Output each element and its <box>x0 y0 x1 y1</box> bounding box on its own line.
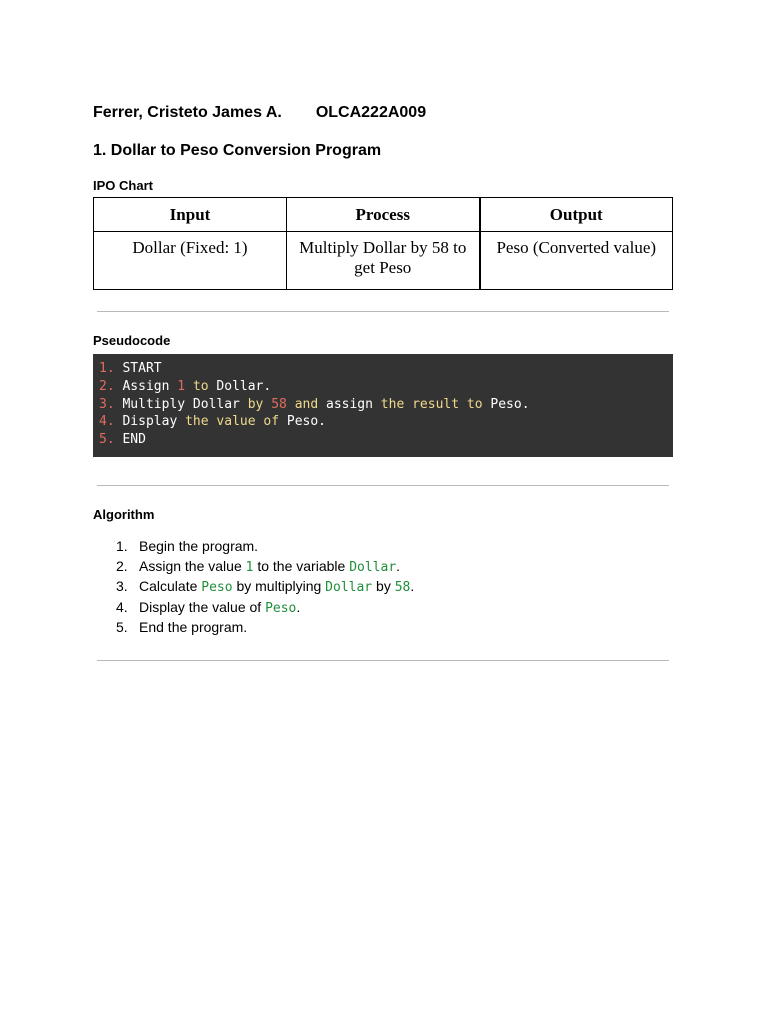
ipo-cell-output: Peso (Converted value) <box>480 232 673 290</box>
step-text <box>139 557 400 578</box>
code-token: Multiply Dollar <box>122 396 248 412</box>
step-text <box>139 598 300 619</box>
step-number: 1. <box>116 538 128 554</box>
step-text-segment: to the variable <box>253 557 350 574</box>
pseudocode-line <box>99 396 673 414</box>
pseudocode-heading: Pseudocode <box>93 333 171 348</box>
section-title: 1. Dollar to Peso Conversion Program <box>93 142 382 159</box>
inline-code: Dollar <box>349 559 397 575</box>
code-token: Display <box>122 414 186 430</box>
pseudocode-line <box>99 378 673 396</box>
ipo-cell-input: Dollar (Fixed: 1) <box>94 232 287 290</box>
step-text-segment: by multiplying <box>232 578 326 594</box>
step-text <box>139 618 247 638</box>
step-text <box>139 537 258 557</box>
line-number: 4. <box>99 414 123 430</box>
line-number: 5. <box>99 432 123 448</box>
pseudocode-line <box>99 431 673 449</box>
ipo-header-output: Output <box>480 198 673 232</box>
pseudocode-line <box>99 360 673 378</box>
code-token <box>287 397 295 412</box>
inline-code: 1 <box>245 559 254 575</box>
divider <box>97 660 669 661</box>
code-token: the <box>380 396 405 412</box>
algorithm-heading: Algorithm <box>93 507 155 522</box>
step-text-segment: by <box>372 578 395 594</box>
step-text-segment: Display the value of <box>139 598 266 615</box>
code-token: to <box>192 378 209 394</box>
code-token: 1 <box>177 378 186 394</box>
code-token: 58 <box>271 396 287 412</box>
divider <box>97 485 669 486</box>
code-token: the <box>185 414 209 430</box>
step-text-segment: . <box>410 578 415 594</box>
pseudocode-line <box>99 413 673 431</box>
code-token: assign <box>318 396 381 412</box>
step-text-segment: Assign the value <box>139 557 246 574</box>
code-token: and <box>294 396 319 412</box>
ipo-header-input: Input <box>94 198 287 232</box>
line-number: 3. <box>99 396 123 412</box>
line-number: 2. <box>99 378 123 394</box>
step-text-segment: . <box>296 598 301 615</box>
code-token: Dollar. <box>208 378 272 394</box>
code-token: value <box>216 414 256 430</box>
step-text <box>139 577 414 598</box>
algorithm-step <box>116 537 414 557</box>
code-token <box>459 397 467 412</box>
ipo-header-row <box>94 198 673 232</box>
code-token <box>185 379 193 394</box>
step-number: 3. <box>116 578 128 594</box>
code-token: START <box>122 361 162 376</box>
inline-code: 58 <box>394 580 411 595</box>
step-number: 5. <box>116 619 128 635</box>
ipo-data-row <box>94 232 673 290</box>
inline-code: Dollar <box>325 580 373 595</box>
step-text-segment: End the program. <box>139 619 248 635</box>
step-number: 4. <box>116 598 128 615</box>
student-id: OLCA222A009 <box>315 104 427 121</box>
ipo-chart-heading: IPO Chart <box>93 178 153 193</box>
code-token: to <box>466 396 483 412</box>
inline-code: Peso <box>265 600 297 616</box>
ipo-table <box>93 197 673 290</box>
algorithm-step <box>116 557 414 578</box>
step-text-segment: Begin the program. <box>139 538 259 554</box>
code-token <box>404 397 412 412</box>
inline-code: Peso <box>201 580 233 595</box>
code-token: by <box>247 396 264 412</box>
step-number: 2. <box>116 557 128 574</box>
code-token: Assign <box>122 378 178 394</box>
pseudocode-block <box>93 354 673 457</box>
code-token: END <box>122 432 146 448</box>
author-line <box>93 104 426 122</box>
ipo-header-process: Process <box>287 198 480 232</box>
algorithm-step <box>116 577 414 598</box>
ipo-cell-process: Multiply Dollar by 58 to get Peso <box>287 232 480 290</box>
code-token: of <box>263 414 280 430</box>
author-name: Ferrer, Cristeto James A. <box>93 104 282 121</box>
step-text-segment: . <box>396 557 401 574</box>
code-token: result <box>412 396 460 412</box>
line-number: 1. <box>99 361 123 376</box>
code-token: Peso. <box>279 414 327 430</box>
code-token: Peso. <box>482 396 530 412</box>
divider <box>97 311 669 312</box>
step-text-segment: Calculate <box>139 578 202 594</box>
algorithm-step <box>116 598 414 619</box>
algorithm-list <box>116 537 414 638</box>
algorithm-step <box>116 618 414 638</box>
